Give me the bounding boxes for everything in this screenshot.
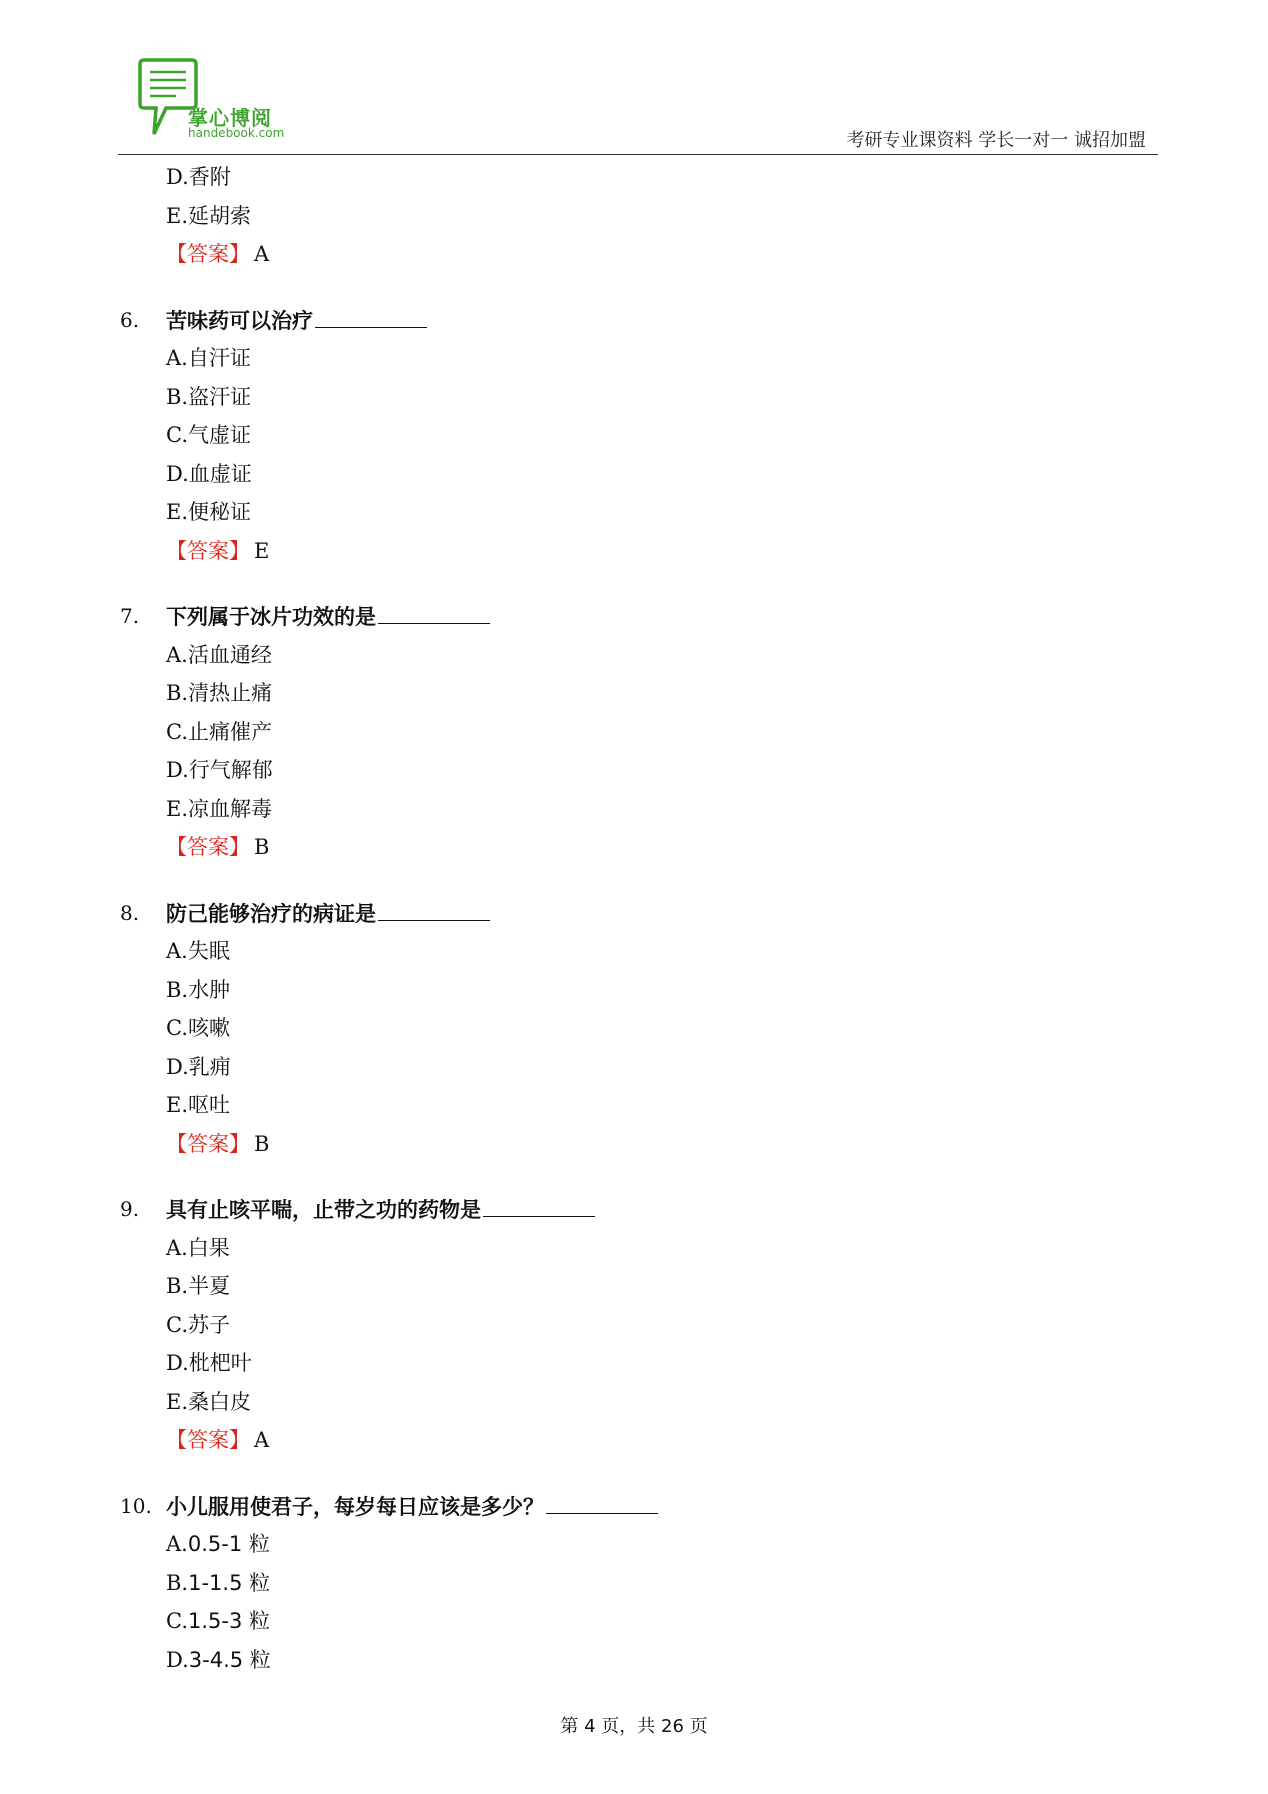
option-text: 凉血解毒 — [188, 796, 273, 821]
option-label: C. — [166, 1016, 188, 1040]
option-label: C. — [166, 423, 188, 447]
question-text — [166, 898, 490, 928]
logo-chinese-name: 掌心博阅 — [188, 106, 272, 130]
answer-blank — [483, 1194, 595, 1217]
option-label: E. — [166, 500, 189, 524]
question-text — [166, 1194, 595, 1224]
option-item — [166, 1271, 230, 1301]
question-number: 6. — [120, 307, 140, 332]
option-item — [166, 1052, 231, 1082]
option-label: B. — [166, 384, 189, 409]
option-item — [166, 1529, 270, 1559]
question-stem: 苦味药可以治疗 — [166, 308, 313, 333]
brand-logo — [136, 58, 296, 144]
option-text: 枇杷叶 — [188, 1351, 252, 1375]
option-label: D. — [166, 165, 189, 189]
option-label: C. — [166, 719, 188, 744]
answer-value: E — [254, 538, 270, 563]
option-item — [166, 975, 230, 1005]
option-text: 香附 — [188, 165, 231, 189]
page-number: 第 4 页，共 26 页 — [560, 1716, 708, 1737]
option-label: A. — [166, 939, 188, 963]
option-item — [166, 1645, 271, 1675]
option-item — [166, 1348, 252, 1378]
option-text: 便秘证 — [188, 500, 252, 524]
option-label: B. — [166, 681, 189, 705]
option-item — [166, 640, 272, 670]
option-text: 行气解郁 — [188, 758, 273, 782]
option-text: 1.5-3 粒 — [188, 1609, 271, 1633]
option-text: 半夏 — [188, 1274, 231, 1298]
question-number: 10. — [120, 1493, 152, 1518]
option-item — [166, 794, 272, 824]
option-text: 气虚证 — [188, 423, 251, 447]
option-text: 止痛催产 — [188, 719, 272, 744]
option-item — [166, 1090, 230, 1120]
option-label: D. — [166, 758, 189, 782]
option-label: A. — [166, 346, 188, 370]
option-text: 乳痈 — [188, 1054, 231, 1079]
option-label: C. — [166, 1609, 188, 1633]
option-item — [166, 201, 251, 231]
option-item — [166, 936, 230, 966]
option-text: 桑白皮 — [188, 1389, 252, 1414]
option-label: B. — [166, 1274, 189, 1298]
header-divider — [118, 154, 1158, 155]
option-label: A. — [166, 1235, 188, 1260]
option-text: 清热止痛 — [188, 681, 273, 705]
option-item — [166, 1606, 270, 1636]
question-number: 9. — [120, 1197, 140, 1221]
question-stem: 下列属于冰片功效的是 — [166, 605, 376, 629]
option-item — [166, 1013, 230, 1043]
option-label: D. — [166, 1351, 189, 1375]
option-label: E. — [166, 1389, 189, 1414]
option-text: 白果 — [187, 1235, 230, 1260]
option-text: 失眠 — [187, 939, 230, 963]
question-stem: 具有止咳平喘，止带之功的药物是 — [166, 1198, 481, 1222]
option-item — [166, 678, 272, 708]
option-label: C. — [166, 1312, 188, 1337]
option-label: D. — [166, 461, 189, 486]
option-text: 延胡索 — [188, 203, 252, 228]
option-text: 0.5-1 粒 — [187, 1532, 270, 1556]
answer-line — [166, 1425, 269, 1455]
option-label: A. — [166, 1532, 188, 1556]
option-label: B. — [166, 977, 189, 1002]
answer-tag: 【答案】 — [166, 242, 250, 266]
logo-domain: handebook.com — [188, 126, 285, 140]
answer-line — [166, 832, 269, 862]
question-text — [166, 305, 427, 335]
option-item — [166, 1568, 270, 1598]
option-item — [166, 343, 251, 373]
answer-line — [166, 536, 269, 566]
question-stem: 防己能够治疗的病证是 — [166, 901, 376, 926]
question-text — [166, 601, 490, 631]
answer-tag: 【答案】 — [166, 835, 250, 859]
option-text: 咳嗽 — [188, 1016, 230, 1040]
answer-blank — [315, 305, 427, 328]
option-text: 活血通经 — [187, 642, 272, 667]
option-text: 盗汗证 — [188, 384, 252, 409]
option-label: E. — [166, 796, 189, 821]
answer-tag: 【答案】 — [166, 538, 250, 563]
option-text: 血虚证 — [188, 461, 252, 486]
answer-tag: 【答案】 — [166, 1428, 250, 1452]
option-item — [166, 1310, 230, 1340]
option-item — [166, 382, 251, 412]
option-item — [166, 1387, 251, 1417]
answer-blank — [546, 1491, 658, 1514]
option-text: 3-4.5 粒 — [188, 1647, 271, 1672]
option-label: A. — [166, 642, 188, 667]
answer-value: B — [254, 1131, 270, 1156]
option-label: B. — [166, 1570, 189, 1595]
option-item — [166, 497, 251, 527]
option-text: 水肿 — [188, 977, 231, 1002]
answer-blank — [378, 898, 490, 921]
question-text — [166, 1491, 658, 1521]
answer-value: B — [254, 835, 270, 859]
header-tagline: 考研专业课资料 学长一对一 诚招加盟 — [846, 130, 1146, 151]
answer-line — [166, 239, 269, 269]
option-item — [166, 1233, 230, 1263]
option-text: 苏子 — [188, 1312, 230, 1337]
option-item — [166, 755, 273, 785]
option-text: 1-1.5 粒 — [188, 1570, 271, 1595]
answer-blank — [378, 601, 490, 624]
page-header — [118, 58, 1158, 154]
answer-value: A — [254, 1428, 270, 1452]
option-item — [166, 459, 252, 489]
option-label: D. — [166, 1647, 189, 1672]
option-label: E. — [166, 203, 189, 228]
answer-tag: 【答案】 — [166, 1131, 250, 1156]
question-stem: 小儿服用使君子，每岁每日应该是多少？ — [166, 1494, 544, 1519]
option-item — [166, 717, 272, 747]
option-item — [166, 420, 251, 450]
option-label: E. — [166, 1093, 189, 1117]
answer-line — [166, 1129, 269, 1159]
answer-value: A — [254, 242, 270, 266]
option-text: 自汗证 — [187, 346, 251, 370]
question-number: 7. — [120, 604, 140, 628]
option-item — [166, 162, 231, 192]
option-text: 呕吐 — [188, 1093, 231, 1117]
option-label: D. — [166, 1054, 189, 1079]
question-number: 8. — [120, 900, 140, 925]
